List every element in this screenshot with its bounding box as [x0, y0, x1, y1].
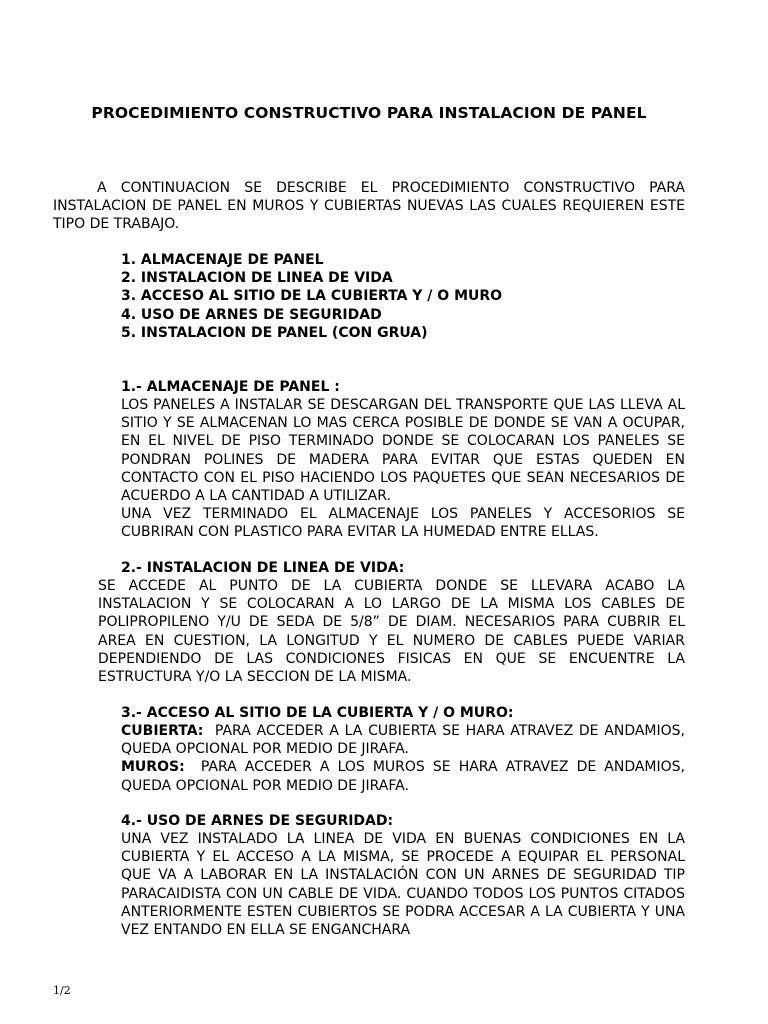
muros-label: MUROS:	[121, 759, 185, 776]
procedure-list-item: 4. USO DE ARNES DE SEGURIDAD	[121, 306, 382, 323]
procedure-list-item: 5. INSTALACION DE PANEL (CON GRUA)	[121, 324, 428, 341]
muros-paragraph	[121, 758, 685, 794]
intro-paragraph: A CONTINUACION SE DESCRIBE EL PROCEDIMIENTO CONSTRUCTIVO PARA INSTALACION DE PANEL EN MUROS Y CUBIERTAS NUEVAS LAS CUALES REQUIEREN ESTE TIPO DE TRABAJO.	[53, 180, 685, 233]
section-3-body	[121, 722, 685, 795]
section-2-heading: 2.- INSTALACION DE LINEA DE VIDA:	[121, 560, 405, 576]
section-4-heading: 4.- USO DE ARNES DE SEGURIDAD:	[121, 813, 394, 829]
procedure-list-item: 3. ACCESO AL SITIO DE LA CUBIERTA Y / O MURO	[121, 288, 503, 305]
section-2-paragraph: SE ACCEDE AL PUNTO DE LA CUBIERTA DONDE SE LLEVARA ACABO LA INSTALACION Y SE COLOCARAN A LO LARGO DE LA MISMA LOS CABLES DE POLIPROPILENO Y/U DE SEDA DE 5/8” DE DIAM. NECESARIOS PARA CUBRIR EL AREA EN CUESTION, LA LONGITUD Y EL NUMERO DE CABLES PUEDE VARIAR DEPENDIENDO DE LAS CONDICIONES FISICAS EN QUE SE ENCUENTRE LA ESTRUCTURA Y/O LA SECCION DE LA MISMA.	[98, 578, 685, 686]
muros-text: PARA ACCEDER A LOS MUROS SE HARA ATRAVEZ DE ANDAMIOS, QUEDA OPCIONAL POR MEDIO DE JIRAFA.	[121, 759, 686, 794]
procedure-list-item: 1. ALMACENAJE DE PANEL	[121, 252, 324, 268]
section-4-paragraph: UNA VEZ INSTALADO LA LINEA DE VIDA EN BUENAS CONDICIONES EN LA CUBIERTA Y EL ACCESO A LA MISMA, SE PROCEDE A EQUIPAR EL PERSONAL QUE VA A LABORAR EN LA INSTALACIÓN CON UN ARNES DE SEGURIDAD TIP PARACAIDISTA CON UN CABLE DE VIDA. CUANDO TODOS LOS PUNTOS CITADOS ANTERIORMENTE ESTEN CUBIERTOS SE PODRA ACCESAR A LA CUBIERTA Y UNA VEZ ENTANDO EN ELLA SE ENGANCHARA	[121, 831, 685, 939]
section-1-body	[121, 396, 685, 542]
document-title: PROCEDIMIENTO CONSTRUCTIVO PARA INSTALACION DE PANEL	[91, 104, 647, 122]
procedure-list-item: 2. INSTALACION DE LINEA DE VIDA	[121, 270, 393, 287]
procedure-list	[121, 251, 502, 342]
cubierta-text: PARA ACCEDER A LA CUBIERTA SE HARA ATRAVEZ DE ANDAMIOS, QUEDA OPCIONAL POR MEDIO DE JIRAFA.	[121, 723, 685, 758]
cubierta-paragraph	[121, 722, 685, 758]
section-1-heading: 1.- ALMACENAJE DE PANEL :	[121, 379, 340, 395]
section-3-heading: 3.- ACCESO AL SITIO DE LA CUBIERTA Y / O MURO:	[121, 705, 514, 721]
page-number: 1/2	[53, 984, 71, 997]
cubierta-label: CUBIERTA:	[121, 723, 204, 739]
section-1-paragraph: UNA VEZ TERMINADO EL ALMACENAJE LOS PANELES Y ACCESORIOS SE CUBRIRAN CON PLASTICO PARA EVITAR LA HUMEDAD ENTRE ELLAS.	[121, 506, 685, 541]
section-1-paragraph: LOS PANELES A INSTALAR SE DESCARGAN DEL TRANSPORTE QUE LAS LLEVA AL SITIO Y SE ALMACENAN LO MAS CERCA POSIBLE DE DONDE SE VAN A OCUPAR, EN EL NIVEL DE PISO TERMINADO DONDE SE COLOCARAN LOS PANELES SE PONDRAN POLINES DE MADERA PARA EVITAR QUE ESTAS QUEDEN EN CONTACTO CON EL PISO HACIENDO LOS PAQUETES QUE SEAN NECESARIOS DE ACUERDO A LA CANTIDAD A UTILIZAR.	[121, 397, 685, 505]
